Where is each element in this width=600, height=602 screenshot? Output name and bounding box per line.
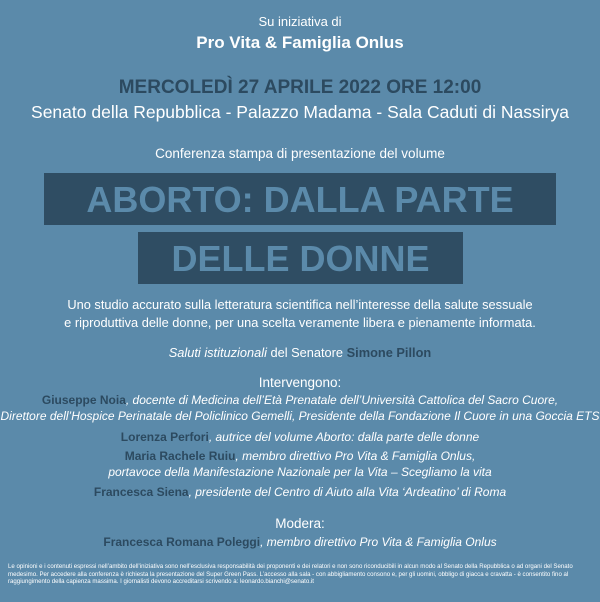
speakers-heading: Intervengono:: [258, 375, 342, 390]
event-intro: Conferenza stampa di presentazione del volume: [155, 146, 445, 161]
speaker-1-role-1: , docente di Medicina dell’Età Prenatale dell’Università Cattolica del Sacro Cuore,: [125, 393, 559, 407]
greetings-label: Saluti istituzionali: [168, 345, 267, 360]
speaker-1-name: Giuseppe Noia: [41, 393, 126, 407]
description-line-2: e riproduttiva delle donne, per una scelta veramente libera e pienamente informata.: [64, 315, 536, 330]
speaker-2-role: , autrice del volume Aborto: dalla parte delle donne: [208, 430, 480, 444]
disclaimer: Le opinioni e i contenuti espressi nell’ambito dell’iniziativa sono nell’esclusiva responsabilità dei proponenti e dei relatori e non sono riconducibili in alcun modo al Senato della Repubblica o ad organi del Senato medesimo. Per accedere alla conferenza è richiesta la presentazione del Super Green Pass. L’accesso alla sala - con abbigliamento consono e, per gli uomini, obbligo di giacca e cravatta - è consentito fino al raggiungimento della capienza massima. I giornalisti devono accreditarsi scrivendo a: leonardo.bianchi@senato.it: [8, 563, 573, 585]
moderator-line: [0, 535, 600, 549]
moderator-role: , membro direttivo Pro Vita & Famiglia Onlus: [260, 535, 497, 549]
speaker-3-role-1: , membro direttivo Pro Vita & Famiglia Onlus,: [235, 449, 476, 463]
description-line-1: Uno studio accurato sulla letteratura scientifica nell’interesse della salute sessuale: [67, 297, 533, 312]
speaker-2-line: [0, 430, 600, 444]
event-datetime: MERCOLEDÌ 27 APRILE 2022 ORE 12:00: [118, 77, 482, 98]
title-line-1: ABORTO: DALLA PARTE: [44, 173, 556, 225]
greetings-middle: del Senatore: [266, 345, 347, 360]
title-line-2: DELLE DONNE: [138, 232, 463, 284]
speaker-4-line: [0, 485, 600, 499]
speaker-4-role: , presidente del Centro di Aiuto alla Vita ‘Ardeatino’ di Roma: [188, 485, 507, 499]
speaker-3-line-1: [0, 449, 600, 463]
greetings: [0, 345, 600, 360]
moderator-name: Francesca Romana Poleggi: [103, 535, 261, 549]
speaker-4-name: Francesca Siena: [93, 485, 189, 499]
speaker-3-role-2: portavoce della Manifestazione Nazionale per la Vita – Scegliamo la vita: [108, 465, 492, 479]
greetings-name: Simone Pillon: [346, 345, 432, 360]
speaker-2-name: Lorenza Perfori: [120, 430, 209, 444]
organization-name: Pro Vita & Famiglia Onlus: [196, 33, 404, 52]
speaker-3-name: Maria Rachele Ruiu: [124, 449, 236, 463]
speaker-1-role-2: Direttore dell’Hospice Perinatale del Policlinico Gemelli, Presidente della Fondazione Il Cuore in una Goccia ETS: [0, 409, 600, 423]
event-venue: Senato della Repubblica - Palazzo Madama - Sala Caduti di Nassirya: [31, 102, 569, 122]
speaker-1-line-1: [0, 393, 600, 407]
moderator-heading: Modera:: [275, 516, 325, 531]
initiative-label: Su iniziativa di: [258, 14, 342, 29]
